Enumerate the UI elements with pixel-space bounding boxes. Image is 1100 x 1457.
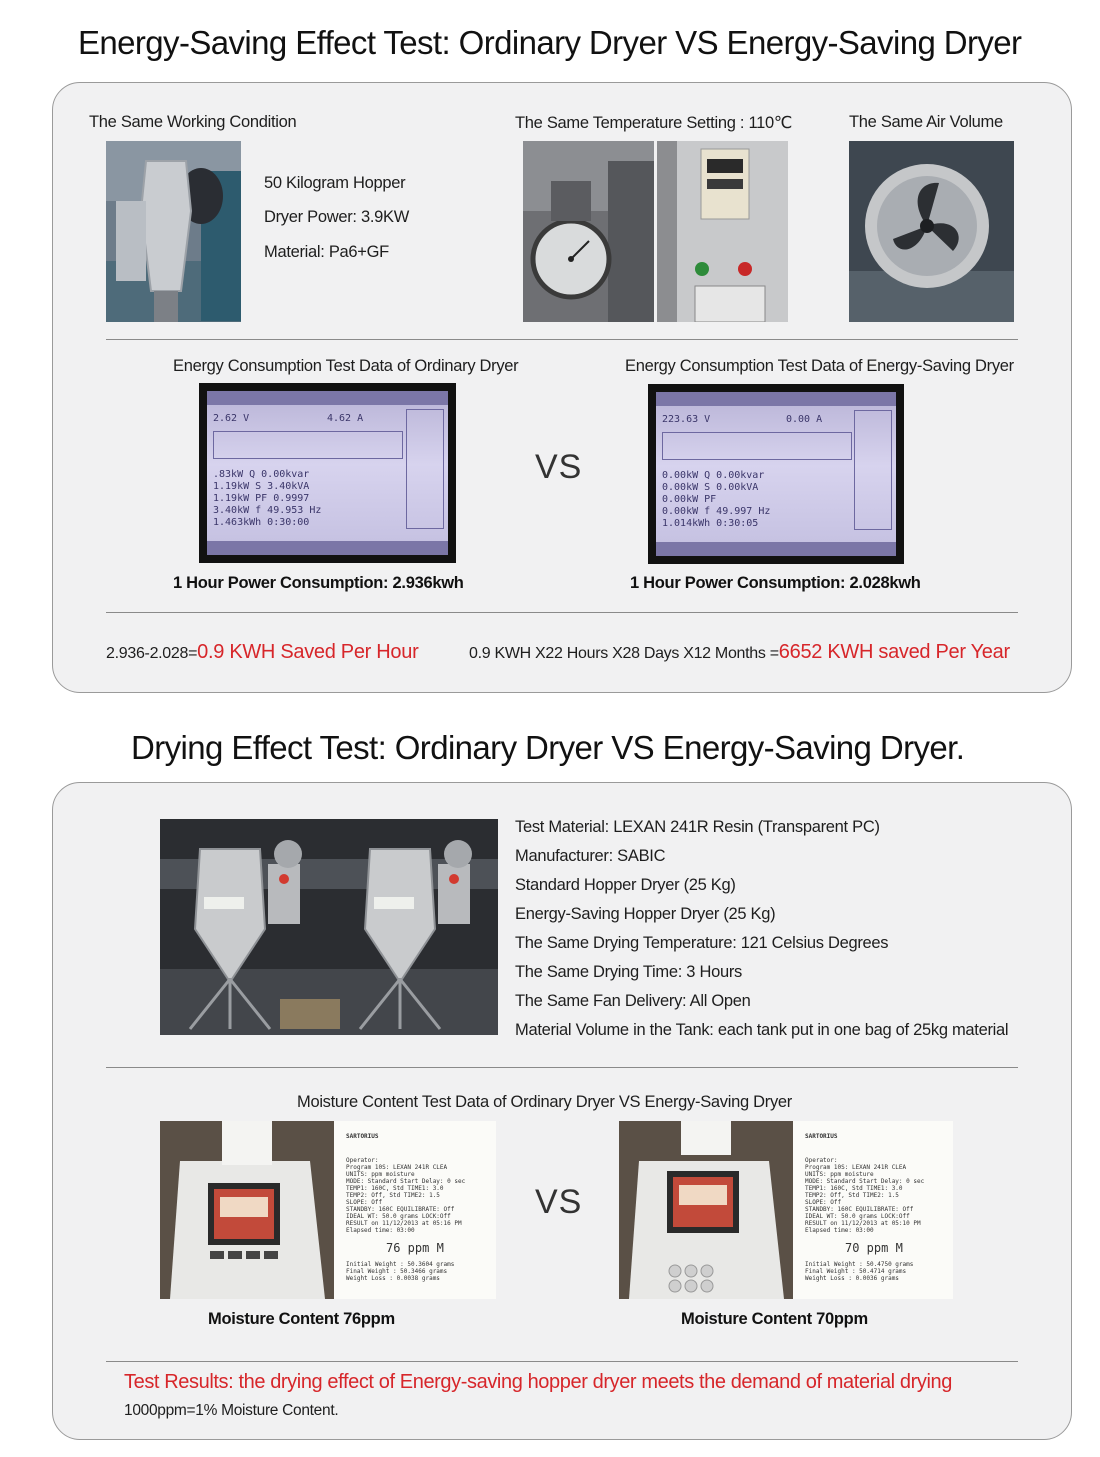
saving-meter-row-2: 0.00kW S 0.00kVA <box>662 482 759 493</box>
detail-3: Standard Hopper Dryer (25 Kg) <box>515 876 736 894</box>
saving-meter-caption: Energy Consumption Test Data of Energy-Saving Dryer <box>625 357 1014 375</box>
saving-printout-line: TEMP2: Off, Std TIME2: 1.5 <box>805 1192 899 1199</box>
saving-printout-line: MODE: Standard Start Delay: 0 sec <box>805 1178 925 1185</box>
ordinary-printout-brand: SARTORIUS <box>346 1133 379 1140</box>
ordinary-printout-line: UNITS: ppm moisture <box>346 1171 415 1178</box>
temperature-controller-photo <box>657 141 788 322</box>
saving-printout-line: Operator: <box>805 1157 838 1164</box>
saving-printout-weight: Initial Weight : 50.4750 grams <box>805 1261 914 1268</box>
saving-meter-row-3: 0.00kW PF <box>662 494 717 505</box>
thermometer-photo <box>523 141 654 322</box>
saving-printout-line: TEMP1: 160C, Std TIME1: 3.0 <box>805 1185 903 1192</box>
saving-printout-line: IDEAL WT: 50.0 grams LOCK:Off <box>805 1213 910 1220</box>
ordinary-printout-weight: Final Weight : 50.3466 grams <box>346 1268 448 1275</box>
ordinary-meter-row-3: 1.19kW PF 0.9997 <box>213 493 310 504</box>
saving-printout-weight: Final Weight : 50.4714 grams <box>805 1268 907 1275</box>
ordinary-printout-line: Elapsed time: 03:00 <box>346 1227 415 1234</box>
saving-meter-row-1: 0.00kW Q 0.00kvar <box>662 470 765 481</box>
ordinary-meter-row-2: 1.19kW S 3.40kVA <box>213 481 310 492</box>
saving-printout-line: SLOPE: Off <box>805 1199 842 1206</box>
temperature-label: The Same Temperature Setting : 110℃ <box>515 114 793 132</box>
ordinary-meter-screen <box>199 383 456 563</box>
vs-label-2: VS <box>535 1183 583 1221</box>
spec-power: Dryer Power: 3.9KW <box>264 208 409 226</box>
saving-moisture-analyzer-photo <box>619 1121 793 1299</box>
air-volume-label: The Same Air Volume <box>849 113 1003 131</box>
ordinary-meter-voltage: 2.62 V <box>213 413 250 424</box>
hopper-photo <box>106 141 241 322</box>
calc-per-hour-prefix: 2.936-2.028= <box>106 645 198 662</box>
moisture-footnote: 1000ppm=1% Moisture Content. <box>124 1402 339 1419</box>
ordinary-printout-line: TEMP1: 160C, Std TIME1: 3.0 <box>346 1185 444 1192</box>
saving-meter-voltage: 223.63 V <box>662 414 711 425</box>
spec-hopper: 50 Kilogram Hopper <box>264 174 406 192</box>
saving-power-result: 1 Hour Power Consumption: 2.028kwh <box>630 574 921 592</box>
detail-8: Material Volume in the Tank: each tank put in one bag of 25kg material <box>515 1021 1009 1039</box>
ordinary-printout-line: MODE: Standard Start Delay: 0 sec <box>346 1178 466 1185</box>
ordinary-printout-reading: 76 ppm M <box>386 1241 444 1255</box>
test-conclusion: Test Results: the drying effect of Energy-saving hopper dryer meets the demand of material drying <box>124 1371 952 1393</box>
divider-2 <box>106 612 1018 613</box>
saving-meter-screen <box>648 384 904 564</box>
saving-printout-line: Elapsed time: 03:00 <box>805 1227 874 1234</box>
air-fan-photo <box>849 141 1014 322</box>
twin-dryers-photo <box>160 819 498 1035</box>
saving-printout-line: Program 10S: LEXAN 241R CLEA <box>805 1164 907 1171</box>
saving-meter-row-5: 1.014kWh 0:30:05 <box>662 518 759 529</box>
divider-1 <box>106 339 1018 340</box>
divider-3 <box>106 1067 1018 1068</box>
ordinary-printout-line: Program 10S: LEXAN 241R CLEA <box>346 1164 448 1171</box>
saving-printout-line: STANDBY: 160C EQUILIBRATE: Off <box>805 1206 914 1213</box>
ordinary-printout <box>334 1121 496 1299</box>
working-condition-label: The Same Working Condition <box>89 113 297 131</box>
saving-meter-row-4: 0.00kW f 49.997 Hz <box>662 506 771 517</box>
ordinary-printout-weight: Weight Loss : 0.0038 grams <box>346 1275 440 1282</box>
calc-per-hour-value: 0.9 KWH Saved Per Hour <box>197 641 419 663</box>
spec-material: Material: Pa6+GF <box>264 243 389 261</box>
saving-printout-brand: SARTORIUS <box>805 1133 838 1140</box>
detail-2: Manufacturer: SABIC <box>515 847 666 865</box>
saving-printout-reading: 70 ppm M <box>845 1241 903 1255</box>
saving-moisture-result: Moisture Content 70ppm <box>681 1310 868 1328</box>
ordinary-meter-current: 4.62 A <box>327 413 364 424</box>
drying-test-title: Drying Effect Test: Ordinary Dryer VS Energy-Saving Dryer. <box>131 729 965 766</box>
ordinary-printout-line: RESULT on 11/12/2013 at 05:16 PM <box>346 1220 462 1227</box>
divider-4 <box>106 1361 1018 1362</box>
saving-printout-weight: Weight Loss : 0.0036 grams <box>805 1275 899 1282</box>
ordinary-printout-line: TEMP2: Off, Std TIME2: 1.5 <box>346 1192 440 1199</box>
saving-printout-line: UNITS: ppm moisture <box>805 1171 874 1178</box>
detail-4: Energy-Saving Hopper Dryer (25 Kg) <box>515 905 776 923</box>
calc-per-year-prefix: 0.9 KWH X22 Hours X28 Days X12 Months = <box>469 645 779 662</box>
saving-printout <box>793 1121 953 1299</box>
moisture-caption: Moisture Content Test Data of Ordinary Dryer VS Energy-Saving Dryer <box>297 1093 792 1111</box>
ordinary-power-result: 1 Hour Power Consumption: 2.936kwh <box>173 574 464 592</box>
calc-per-year <box>469 641 1010 664</box>
detail-5: The Same Drying Temperature: 121 Celsius Degrees <box>515 934 889 952</box>
vs-label-1: VS <box>535 448 583 486</box>
energy-test-title: Energy-Saving Effect Test: Ordinary Dryer VS Energy-Saving Dryer <box>78 24 1022 61</box>
ordinary-moisture-result: Moisture Content 76ppm <box>208 1310 395 1328</box>
ordinary-meter-row-1: .83kW Q 0.00kvar <box>213 469 310 480</box>
calc-per-year-value: 6652 KWH saved Per Year <box>778 641 1010 663</box>
ordinary-printout-weight: Initial Weight : 50.3604 grams <box>346 1261 455 1268</box>
saving-printout-line: RESULT on 11/12/2013 at 05:10 PM <box>805 1220 921 1227</box>
ordinary-printout-line: STANDBY: 160C EQUILIBRATE: Off <box>346 1206 455 1213</box>
ordinary-printout-line: Operator: <box>346 1157 379 1164</box>
detail-1: Test Material: LEXAN 241R Resin (Transparent PC) <box>515 818 880 836</box>
saving-meter-current: 0.00 A <box>786 414 823 425</box>
ordinary-printout-line: IDEAL WT: 50.0 grams LOCK:Off <box>346 1213 451 1220</box>
ordinary-meter-row-5: 1.463kWh 0:30:00 <box>213 517 310 528</box>
ordinary-printout-line: SLOPE: Off <box>346 1199 383 1206</box>
detail-7: The Same Fan Delivery: All Open <box>515 992 751 1010</box>
calc-per-hour <box>106 641 418 664</box>
ordinary-moisture-analyzer-photo <box>160 1121 334 1299</box>
detail-6: The Same Drying Time: 3 Hours <box>515 963 742 981</box>
ordinary-meter-caption: Energy Consumption Test Data of Ordinary Dryer <box>173 357 519 375</box>
ordinary-meter-row-4: 3.40kW f 49.953 Hz <box>213 505 322 516</box>
